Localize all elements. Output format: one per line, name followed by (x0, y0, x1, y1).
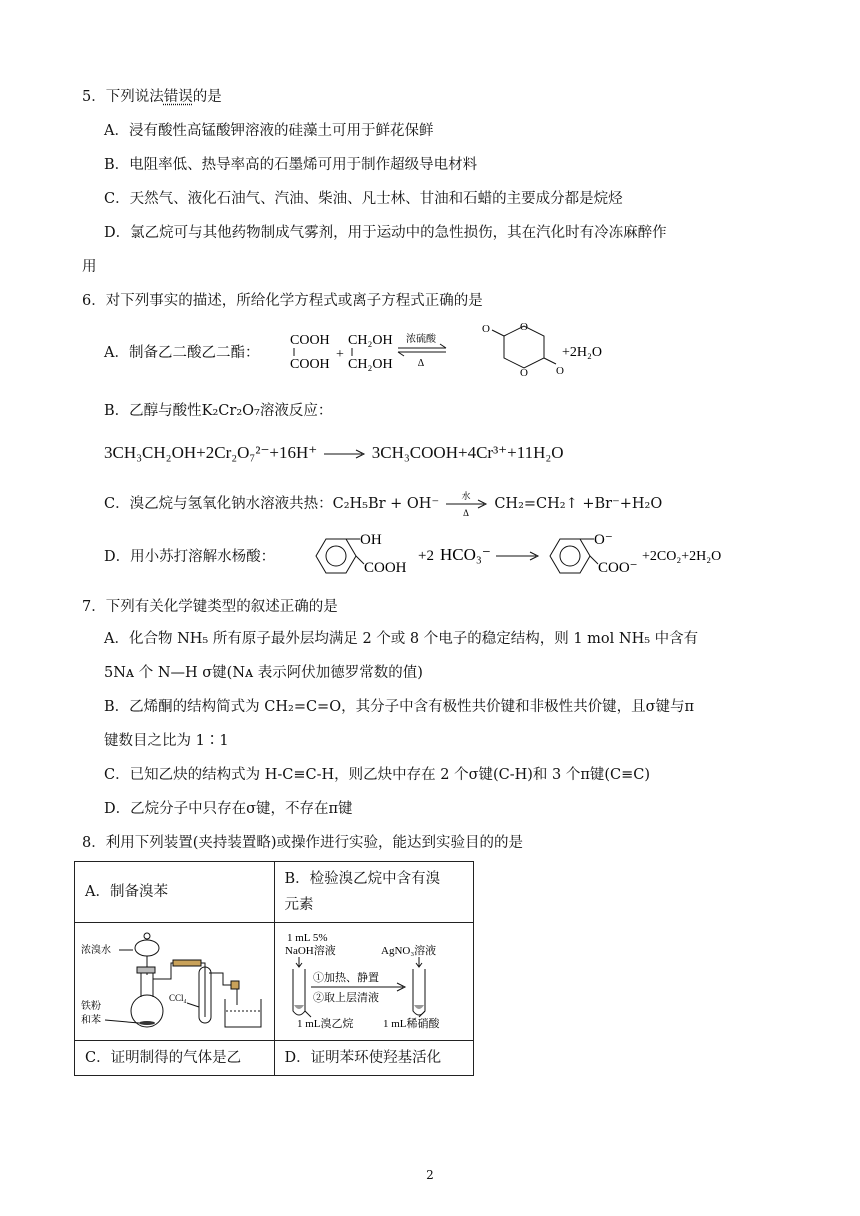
q6-option-a-label: A．制备乙二酸乙二酯： (104, 345, 260, 361)
svg-text:+2H₂O: +2H₂O (562, 345, 602, 360)
q8-figure-a-cell (75, 923, 275, 1041)
svg-text:COO⁻: COO⁻ (598, 560, 638, 576)
svg-text:NaOH溶液: NaOH溶液 (284, 945, 336, 957)
q7-stem: 7．下列有关化学键类型的叙述正确的是 (82, 599, 338, 615)
svg-text:CH₂OH: CH₂OH (348, 357, 393, 372)
q8-cell-d: D．证明苯环使羟基活化 (274, 1041, 474, 1076)
q6-option-d-equation (306, 530, 766, 582)
svg-text:COOH: COOH (364, 560, 407, 576)
svg-text:AgNO₃溶液: AgNO₃溶液 (380, 945, 436, 957)
page-number: 2 (426, 1168, 434, 1182)
q6-option-b: B．乙醇与酸性K₂Cr₂O₇溶液反应： (104, 403, 333, 419)
svg-text:1 mL溴乙烷: 1 mL溴乙烷 (296, 1018, 354, 1030)
q7-option-b: B．乙烯酮的结构简式为 CH₂=C=O，其分子中含有极性共价键和非极性共价键，且σ键与π (104, 699, 695, 715)
q8-cell-a: A．制备溴苯 (75, 862, 275, 923)
svg-text:O⁻: O⁻ (594, 532, 613, 548)
svg-text:HCO₃⁻: HCO₃⁻ (440, 545, 491, 564)
svg-text:浓硫酸: 浓硫酸 (406, 334, 436, 345)
q6-option-d-label: D．用小苏打溶解水杨酸： (104, 549, 276, 565)
svg-text:OH: OH (360, 532, 382, 548)
svg-text:O: O (520, 321, 528, 333)
q8-cell-b: B．检验溴乙烷中含有溴 元素 (274, 862, 474, 923)
svg-text:和苯: 和苯 (81, 1015, 101, 1026)
svg-text:COOH: COOH (290, 333, 330, 348)
svg-text:O: O (556, 365, 564, 377)
q7-option-a: A．化合物 NH₅ 所有原子最外层均满足 2 个或 8 个电子的稳定结构，则 1 mol NH₅ 中含有 (104, 631, 699, 647)
q6-option-a-equation (286, 320, 626, 384)
bromoethane-test-figure (275, 923, 473, 1031)
bromobenzene-apparatus-figure (75, 923, 273, 1031)
svg-text:+2: +2 (418, 548, 434, 564)
svg-text:Δ: Δ (417, 358, 425, 369)
svg-text:COOH: COOH (290, 357, 330, 372)
svg-text:②取上层清液: ②取上层清液 (312, 992, 379, 1004)
q6-stem: 6．对下列事实的描述，所给化学方程式或离子方程式正确的是 (82, 293, 483, 309)
q5-option-a: A．浸有酸性高锰酸钾溶液的硅藻土可用于鲜花保鲜 (104, 123, 434, 139)
q6-option-c: C．溴乙烷与氢氧化钠水溶液共热：C₂H₅Br + OH⁻ 水 Δ CH₂=CH₂↑ +Br⁻+H₂O (104, 491, 663, 518)
q7-option-c: C．已知乙炔的结构式为 H-C≡C-H，则乙炔中存在 2 个σ键(C-H)和 3 个π键(C≡C) (104, 767, 651, 783)
svg-text:水: 水 (461, 491, 471, 501)
svg-text:CH₂OH: CH₂OH (348, 333, 393, 348)
q8-figure-b-cell (274, 923, 474, 1041)
q7-option-a-cont: 5Nᴀ 个 N—H σ键(Nᴀ 表示阿伏加德罗常数的值) (104, 665, 423, 681)
q5-emphasis: 错误 (163, 89, 193, 105)
svg-text:+: + (336, 347, 344, 362)
q8-options-table (74, 861, 474, 1076)
svg-text:CCl₄: CCl₄ (169, 993, 187, 1003)
svg-text:O: O (520, 367, 528, 379)
q6-option-b-equation: 3CH₃CH₂OH+2Cr₂O₇²⁻+16H⁺ 3CH₃COOH+4Cr³⁺+11H₂O (104, 443, 564, 462)
q5-stem: 5．下列说法错误的是 (82, 89, 222, 105)
svg-text:O: O (482, 323, 490, 335)
q5-option-d-cont: 用 (82, 259, 97, 275)
q7-option-b-cont: 键数目之比为 1∶1 (104, 733, 229, 749)
svg-text:1 mL 5%: 1 mL 5% (286, 932, 328, 944)
svg-text:①加热、静置: ①加热、静置 (312, 972, 379, 984)
svg-text:+2CO₂+2H₂O: +2CO₂+2H₂O (642, 549, 722, 564)
svg-text:浓溴水: 浓溴水 (81, 945, 111, 956)
q5-option-b: B．电阻率低、热导率高的石墨烯可用于制作超级导电材料 (104, 157, 478, 173)
q8-cell-c: C．证明制得的气体是乙 (75, 1041, 275, 1076)
svg-text:Δ: Δ (462, 508, 469, 518)
q8-stem: 8．利用下列装置(夹持装置略)或操作进行实验，能达到实验目的的是 (82, 835, 524, 851)
q5-option-d: D．氯乙烷可与其他药物制成气雾剂，用于运动中的急性损伤，其在汽化时有冷冻麻醉作 (104, 225, 667, 241)
q7-option-d: D．乙烷分子中只存在σ键，不存在π键 (104, 801, 353, 817)
q5-option-c: C．天然气、液化石油气、汽油、柴油、凡士林、甘油和石蜡的主要成分都是烷烃 (104, 191, 623, 207)
svg-text:1 mL稀硝酸: 1 mL稀硝酸 (382, 1018, 440, 1030)
svg-text:铁粉: 铁粉 (81, 1001, 101, 1012)
